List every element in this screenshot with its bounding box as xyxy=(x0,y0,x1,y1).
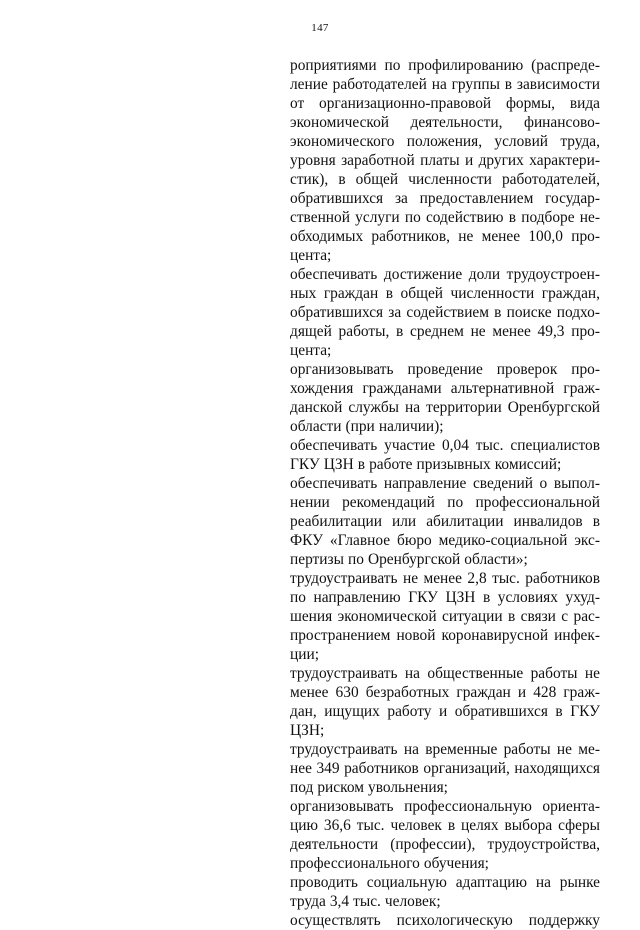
paragraph-draft-commissions-participation: обеспечивать участие 0,04 тыс. специалистов ГКУ ЦЗН в работе призывных комиссий; xyxy=(290,437,600,473)
paragraph-public-works: трудоустраивать на общественные работы не менее 630 безработных граждан и 428 граждан, ищущих работу и обратившихся в ГКУ ЦЗН; xyxy=(290,665,600,739)
page-number: 147 xyxy=(311,22,329,34)
paragraph-employed-citizens-share: обеспечивать достижение доли трудоустроенных граждан в общей численности граждан, обратившихся за содействием в поиске подходящей работы, в среднем не менее 49,3 процента; xyxy=(290,266,600,359)
paragraph-rehabilitation-info: обеспечивать направление сведений о выполнении рекомендаций по профессиональной реабилитации или абилитации инвалидов в ФКУ «Главное бюро медико-социальной экспертизы по Оренбургской области»; xyxy=(290,475,600,568)
paragraph-covid-employment: трудоустраивать не менее 2,8 тыс. работников по направлению ГКУ ЦЗН в условиях ухудшения экономической ситуации в связи с распространением новой коронавирусной инфекции; xyxy=(290,570,600,663)
paragraph-social-adaptation: проводить социальную адаптацию на рынке труда 3,4 тыс. человек; xyxy=(290,874,600,910)
paragraph-psychological-support: осуществлять психологическую поддержку xyxy=(290,912,600,929)
document-body xyxy=(290,56,600,930)
paragraph-alternative-civil-service-checks: организовывать проведение проверок прохождения гражданами альтернативной гражданской службы на территории Оренбургской области (при наличии); xyxy=(290,361,600,435)
paragraph-temporary-works: трудоустраивать на временные работы не менее 349 работников организаций, находящихся под риском увольнения; xyxy=(290,741,600,796)
paragraph-career-guidance: организовывать профессиональную ориентацию 36,6 тыс. человек в целях выбора сферы деятельности (профессии), трудоустройства, профессионального обучения; xyxy=(290,798,600,872)
paragraph-profiling-employers: роприятиями по профилированию (распределение работодателей на группы в зависимости от организационно-правовой формы, вида экономической деятельности, финансово-экономического положения, условий труда, уровня заработной платы и других характеристик), в общей численности работодателей, обратившихся за предоставлением государственной услуги по содействию в подборе необходимых работников, не менее 100,0 процента; xyxy=(290,57,600,264)
